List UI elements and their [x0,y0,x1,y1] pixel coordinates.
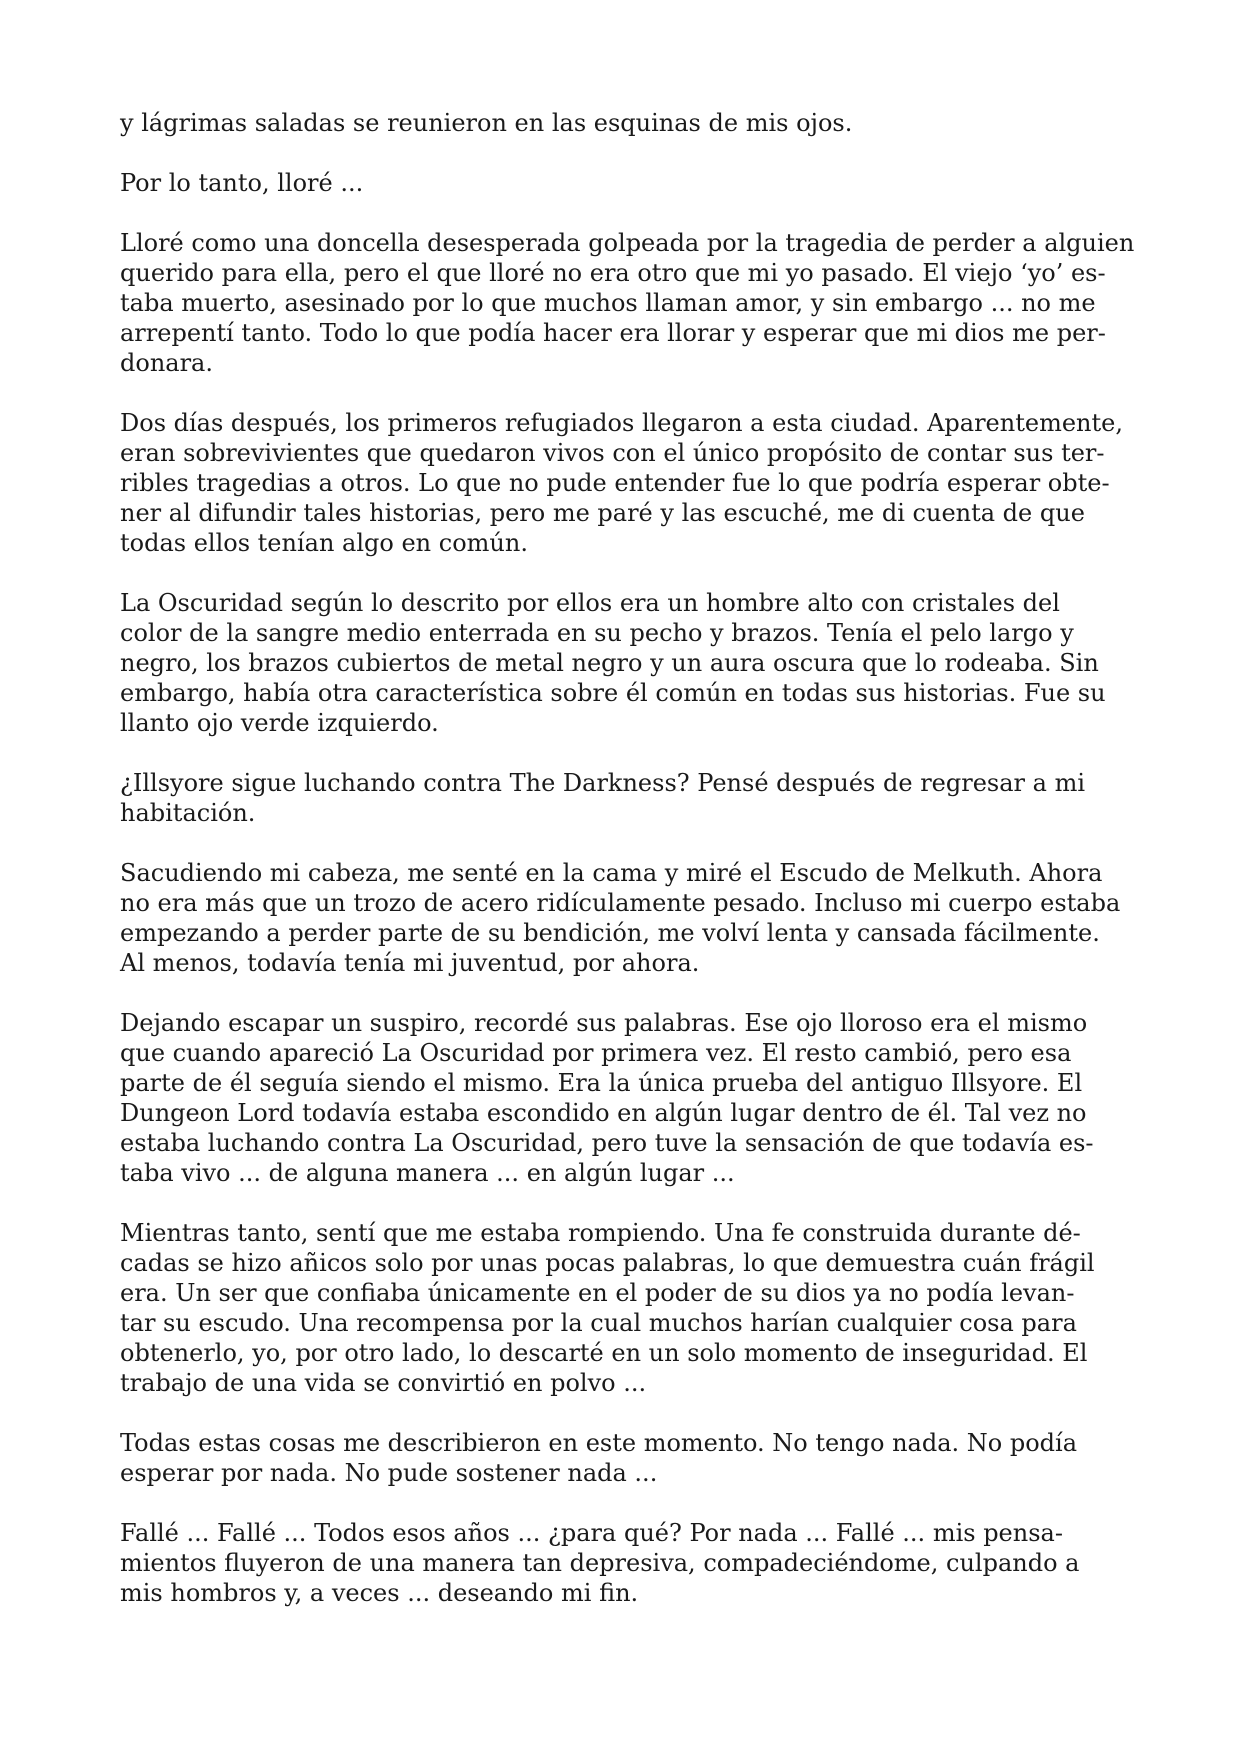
text-line: Al menos, todavía tenía mi juventud, por ahora. [120,949,700,977]
text-line: donara. [120,349,213,377]
text-line: La Oscuridad según lo descrito por ellos era un hombre alto con cristales del [120,589,1060,617]
paragraph [120,108,1126,138]
text-line: embargo, había otra característica sobre él común en todas sus historias. Fue su [120,679,1106,707]
text-line: taba muerto, asesinado por lo que muchos llaman amor, y sin embargo ... no me [120,289,1096,317]
paragraph [120,768,1126,828]
text-line: Fallé ... Fallé ... Todos esos años ... ¿para qué? Por nada ... Fallé ... mis pensa- [120,1519,1063,1547]
paragraph [120,228,1135,378]
text-line: ¿Illsyore sigue luchando contra The Darkness? Pensé después de regresar a mi [120,769,1086,797]
text-line: querido para ella, pero el que lloré no era otro que mi yo pasado. El viejo ‘yo’ es- [120,259,1106,287]
text-line: Sacudiendo mi cabeza, me senté en la cama y miré el Escudo de Melkuth. Ahora [120,859,1103,887]
paragraph [120,408,1126,558]
paragraph [120,1518,1126,1608]
text-line: estaba luchando contra La Oscuridad, pero tuve la sensación de que todavía es- [120,1129,1094,1157]
text-line: ribles tragedias a otros. Lo que no pude entender fue lo que podría esperar obte- [120,469,1110,497]
text-line: Mientras tanto, sentí que me estaba rompiendo. Una fe construida durante dé- [120,1219,1081,1247]
text-line: tar su escudo. Una recompensa por la cual muchos harían cualquier cosa para [120,1309,1077,1337]
paragraph [120,1008,1126,1188]
text-line: que cuando apareció La Oscuridad por primera vez. El resto cambió, pero esa [120,1039,1072,1067]
paragraph [120,1218,1126,1398]
text-line: taba vivo ... de alguna manera ... en algún lugar ... [120,1159,735,1187]
text-line: obtenerlo, yo, por otro lado, lo descarté en un solo momento de inseguridad. El [120,1339,1088,1367]
text-line: todas ellos tenían algo en común. [120,529,528,557]
text-line: Dejando escapar un suspiro, recordé sus palabras. Ese ojo lloroso era el mismo [120,1009,1088,1037]
text-line: cadas se hizo añicos solo por unas pocas palabras, lo que demuestra cuán frágil [120,1249,1095,1277]
document-page [120,108,1135,1638]
text-line: parte de él seguía siendo el mismo. Era la única prueba del antiguo Illsyore. El [120,1069,1083,1097]
text-line: Todas estas cosas me describieron en este momento. No tengo nada. No podía [120,1429,1077,1457]
text-line: habitación. [120,799,256,827]
paragraph [120,168,1126,198]
text-line: era. Un ser que confiaba únicamente en el poder de su dios ya no podía levan- [120,1279,1075,1307]
text-line: arrepentí tanto. Todo lo que podía hacer era llorar y esperar que mi dios me per- [120,319,1106,347]
text-line: eran sobrevivientes que quedaron vivos con el único propósito de contar sus ter- [120,439,1105,467]
text-line: y lágrimas saladas se reunieron en las esquinas de mis ojos. [120,109,853,137]
text-line: Dos días después, los primeros refugiados llegaron a esta ciudad. Aparentemente, [120,409,1123,437]
text-line: mis hombros y, a veces ... deseando mi fin. [120,1579,639,1607]
text-line: trabajo de una vida se convirtió en polvo ... [120,1369,647,1397]
text-line: no era más que un trozo de acero ridículamente pesado. Incluso mi cuerpo estaba [120,889,1121,917]
text-line: empezando a perder parte de su bendición, me volví lenta y cansada fácilmente. [120,919,1100,947]
text-line: mientos fluyeron de una manera tan depresiva, compadeciéndome, culpando a [120,1549,1080,1577]
text-line: negro, los brazos cubiertos de metal negro y un aura oscura que lo rodeaba. Sin [120,649,1099,677]
text-line: esperar por nada. No pude sostener nada ... [120,1459,658,1487]
text-line: color de la sangre medio enterrada en su pecho y brazos. Tenía el pelo largo y [120,619,1074,647]
paragraph [120,1428,1126,1488]
text-line: Lloré como una doncella desesperada golpeada por la tragedia de perder a alguien [120,229,1135,257]
text-line: ner al difundir tales historias, pero me paré y las escuché, me di cuenta de que [120,499,1085,527]
text-line: llanto ojo verde izquierdo. [120,709,439,737]
text-line: Dungeon Lord todavía estaba escondido en algún lugar dentro de él. Tal vez no [120,1099,1087,1127]
text-line: Por lo tanto, lloré ... [120,169,364,197]
paragraph [120,858,1126,978]
paragraph [120,588,1126,738]
